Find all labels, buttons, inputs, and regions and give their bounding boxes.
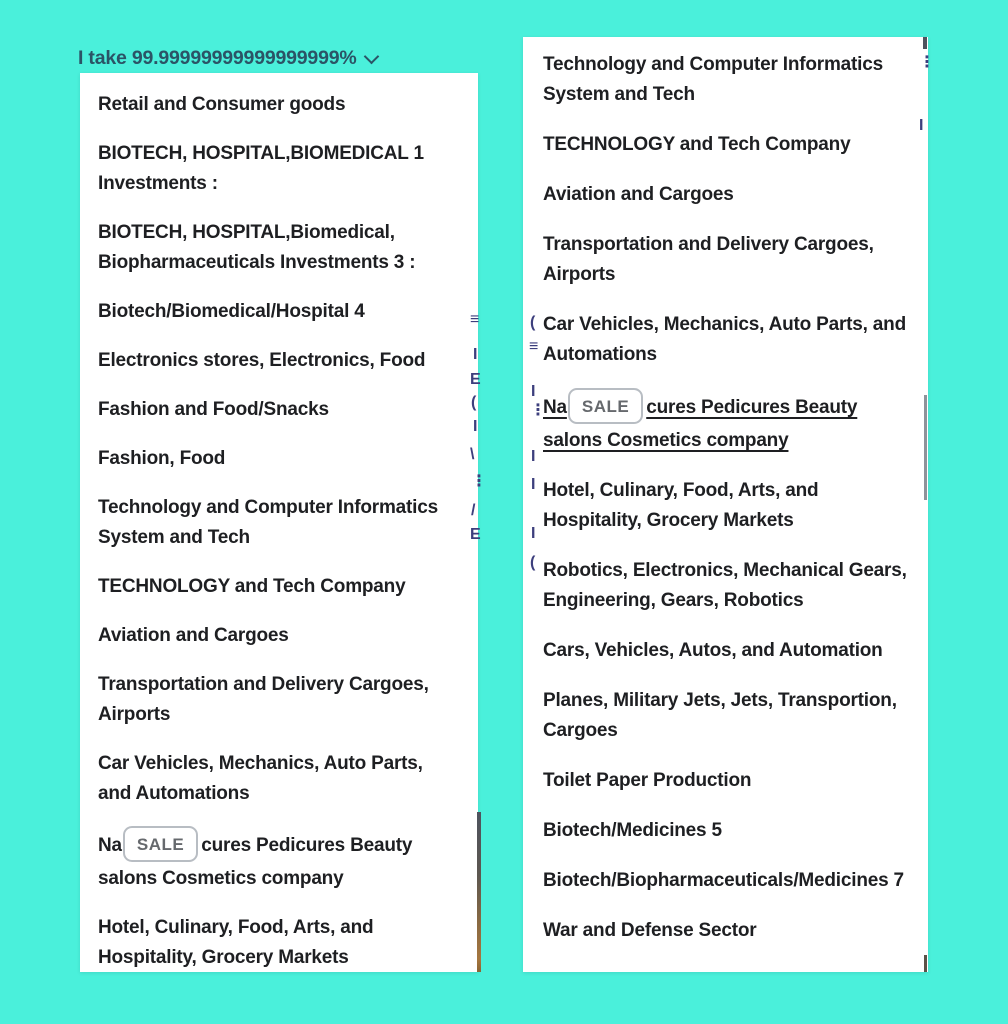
list-item[interactable]: Car Vehicles, Mechanics, Auto Parts, and Automations: [98, 753, 423, 804]
occluded-card-edge-left: [477, 812, 481, 972]
occluded-text-fragment: I: [473, 346, 478, 363]
list-item[interactable]: Biotech/Biopharmaceuticals/Medicines 7: [543, 870, 904, 891]
right-dropdown-panel: [523, 37, 928, 972]
sale-badge[interactable]: SALE: [123, 826, 198, 862]
list-item[interactable]: Hotel, Culinary, Food, Arts, and Hospitality, Grocery Markets: [543, 480, 819, 531]
right-dropdown-list: [523, 37, 928, 972]
left-dropdown-panel: [80, 73, 478, 972]
list-item[interactable]: Hotel, Culinary, Food, Arts, and Hospitality, Grocery Markets: [98, 917, 374, 968]
list-item[interactable]: Biotech/Biomedical/Hospital 4: [98, 301, 365, 322]
list-item[interactable]: Biotech/Medicines 5: [543, 820, 722, 841]
occluded-text-fragment: E: [470, 371, 481, 388]
dropdown-trigger-label: I take 99.99999999999999999%: [78, 47, 357, 69]
list-item-text-prefix: Na: [98, 835, 122, 857]
list-item[interactable]: Planes, Military Jets, Jets, Transportion, Cargoes: [543, 690, 897, 741]
occluded-text-fragment: (: [530, 554, 536, 571]
list-item[interactable]: BIOTECH, HOSPITAL,BIOMEDICAL 1 Investments :: [98, 143, 424, 194]
list-item[interactable]: Retail and Consumer goods: [98, 94, 346, 115]
list-item[interactable]: TECHNOLOGY and Tech Company: [98, 576, 406, 597]
list-item[interactable]: Cars, Vehicles, Autos, and Automation: [543, 640, 883, 661]
occluded-text-fragment: ⋮: [530, 402, 546, 419]
occluded-text-fragment: ≡: [529, 338, 539, 355]
list-item[interactable]: Aviation and Cargoes: [98, 625, 289, 646]
occluded-text-fragment: ⋮: [471, 473, 487, 490]
list-item[interactable]: [543, 390, 909, 456]
list-item[interactable]: TECHNOLOGY and Tech Company: [543, 134, 851, 155]
occluded-text-fragment: /: [471, 502, 476, 519]
list-item[interactable]: Technology and Computer Informatics System and Tech: [98, 497, 438, 548]
list-item[interactable]: Electronics stores, Electronics, Food: [98, 350, 426, 371]
list-item[interactable]: [98, 828, 460, 894]
list-item[interactable]: Aviation and Cargoes: [543, 184, 734, 205]
list-item[interactable]: Toilet Paper Production: [543, 770, 752, 791]
dropdown-trigger[interactable]: [78, 47, 377, 70]
list-item[interactable]: Robotics, Electronics, Mechanical Gears, Engineering, Gears, Robotics: [543, 560, 907, 611]
list-item[interactable]: Fashion and Food/Snacks: [98, 399, 329, 420]
list-item[interactable]: Technology and Computer Informatics System and Tech: [543, 54, 883, 105]
occluded-text-fragment: E: [470, 526, 481, 543]
occluded-text-fragment: \: [470, 446, 475, 463]
list-item[interactable]: War and Defense Sector: [543, 920, 757, 941]
occluded-text-fragment: (: [530, 314, 536, 331]
list-item[interactable]: BIOTECH, HOSPITAL,Biomedical, Biopharmaceuticals Investments 3 :: [98, 222, 416, 273]
occluded-text-fragment: ≡: [470, 311, 480, 328]
occluded-text-fragment: I: [531, 448, 536, 465]
occluded-text-fragment: I: [919, 117, 924, 134]
list-item[interactable]: Car Vehicles, Mechanics, Auto Parts, and Automations: [543, 314, 906, 365]
occluded-text-fragment: I: [531, 476, 536, 493]
occluded-card-edge-right: [924, 395, 927, 500]
list-item[interactable]: Transportation and Delivery Cargoes, Airports: [543, 234, 874, 285]
list-item-text-suffix: cures Pedicures Beauty salons Cosmetics company: [98, 835, 413, 889]
list-item[interactable]: Transportation and Delivery Cargoes, Airports: [98, 674, 429, 725]
occluded-card-edge-right-top: [923, 37, 927, 49]
sale-badge[interactable]: SALE: [568, 388, 643, 424]
occluded-card-edge-right-bottom: [924, 955, 927, 972]
chevron-down-icon: [363, 49, 379, 65]
occluded-text-fragment: (: [471, 394, 477, 411]
occluded-text-fragment: I: [531, 383, 536, 400]
occluded-text-fragment: I: [473, 418, 478, 435]
left-dropdown-list: [80, 73, 478, 972]
occluded-text-fragment: I: [531, 525, 536, 542]
list-item-text-prefix: Na: [543, 397, 567, 419]
list-item[interactable]: Fashion, Food: [98, 448, 226, 469]
occluded-text-fragment: ⋮: [919, 54, 935, 71]
list-item-text-suffix: cures Pedicures Beauty salons Cosmetics company: [543, 397, 858, 451]
